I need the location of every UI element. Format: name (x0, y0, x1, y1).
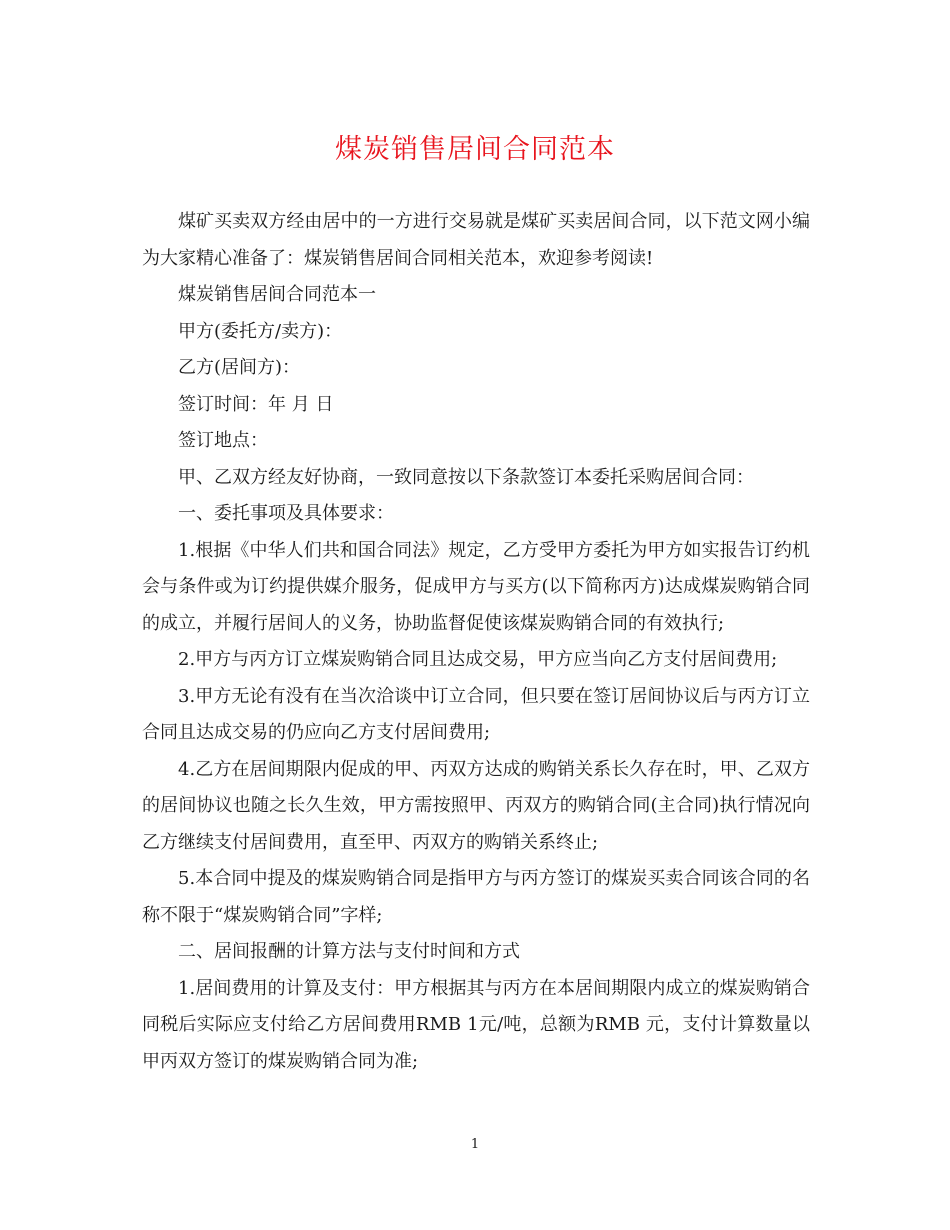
signing-place-line: 签订地点： (178, 430, 268, 451)
intro-paragraph: 煤矿买卖双方经由居中的一方进行交易就是煤矿买卖居间合同，以下范文网小编为大家精心准备了：煤炭销售居间合同相关范本，欢迎参考阅读! (142, 211, 810, 269)
signing-date-line: 签订时间：年 月 日 (178, 393, 334, 415)
section-heading-1: 一、委托事项及具体要求： (178, 503, 394, 524)
contract-heading: 煤炭销售居间合同范本一 (178, 284, 376, 305)
page-number: 1 (470, 1137, 480, 1152)
agreement-preamble: 甲、乙双方经友好协商，一致同意按以下条款签订本委托采购居间合同： (178, 466, 754, 488)
document-body (142, 204, 810, 1080)
clause-1-4: 4.乙方在居间期限内促成的甲、丙双方达成的购销关系长久存在时，甲、乙双方的居间协议也随之长久生效，甲方需按照甲、丙双方的购销合同(主合同)执行情况向乙方继续支付居间费用，直至甲、丙双方的购销关系终止; (142, 758, 810, 853)
clause-1-1: 1.根据《中华人们共和国合同法》规定，乙方受甲方委托为甲方如实报告订约机会与条件或为订约提供媒介服务，促成甲方与买方(以下简称丙方)达成煤炭购销合同的成立，并履行居间人的义务，协助监督促使该煤炭购销合同的有效执行; (142, 539, 810, 634)
party-b-line: 乙方(居间方)： (178, 357, 301, 378)
clause-1-2: 2.甲方与丙方订立煤炭购销合同且达成交易，甲方应当向乙方支付居间费用; (178, 649, 778, 670)
section-heading-2: 二、居间报酬的计算方法与支付时间和方式 (178, 941, 520, 962)
clause-1-3: 3.甲方无论有没有在当次洽谈中订立合同，但只要在签订居间协议后与丙方订立合同且达成交易的仍应向乙方支付居间费用; (142, 685, 810, 743)
clause-1-5: 5.本合同中提及的煤炭购销合同是指甲方与丙方签订的煤炭买卖合同该合同的名称不限于“煤炭购销合同”字样; (142, 868, 810, 926)
clause-2-1: 1.居间费用的计算及支付：甲方根据其与丙方在本居间期限内成立的煤炭购销合同税后实际应支付给乙方居间费用RMB 1元/吨，总额为RMB 元，支付计算数量以甲丙双方签订的煤炭购销合同为准; (142, 977, 810, 1072)
party-a-line: 甲方(委托方/卖方)： (178, 320, 343, 342)
document-title: 煤炭销售居间合同范本 (335, 134, 615, 165)
